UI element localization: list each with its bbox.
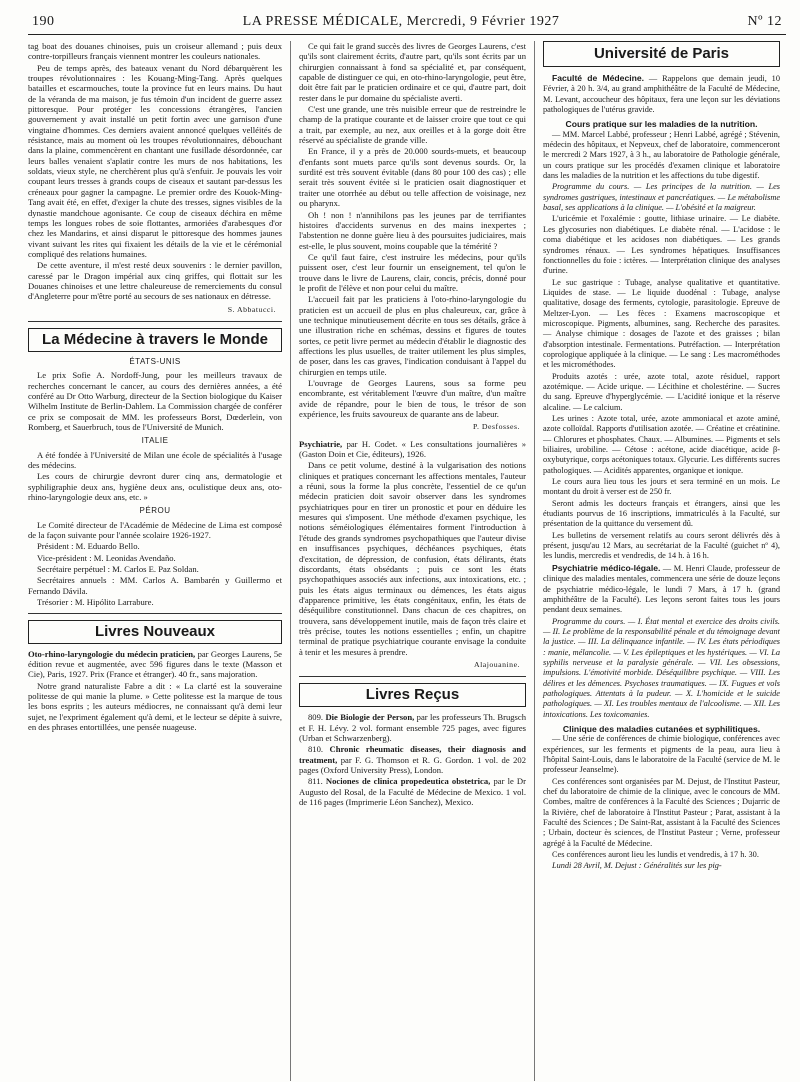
announcement-heading: Psychiatrie médico-légale.	[552, 562, 661, 573]
paragraph: A été fondée à l'Université de Milan une école de spécialités à l'usage des médecins.	[28, 449, 282, 471]
paragraph: tag boat des douanes chinoises, puis un croiseur allemand ; puis deux contre-torpilleurs français viennent montrer les couleurs nationales.	[28, 41, 282, 62]
paragraph: Le prix Sofie A. Nordoff-Jung, pour les meilleurs travaux de recherches concernant le cancer, au cours des dernières années, a été conféré au Dr Otto Warburg, directeur de la Section biologique du Kaiser Wilhelm Institute de Berlin-Dahlem. La Commission chargée de conférer ce prix se composait de MM. les professeurs Borst, Dœderlein, von Romberg, et Sauerbruch, tous de l'Université de Munich.	[28, 370, 282, 432]
book-title: Nociones de clinica propedeutica obstetrica,	[325, 776, 491, 787]
column-middle	[290, 41, 534, 1081]
book-details: par les professeurs Th. Brugsch et F. H. Lévy. 2 vol. formant ensemble 725 pages, avec figures (Urban et Schwarzenberg).	[299, 712, 527, 743]
paragraph: Dans ce petit volume, destiné à la vulgarisation des notions cliniques et pratiques concernant les affections mentales, l'auteur a réuni, sous la forme la plus concrète, l'essentiel de ce qu'un médecin praticien doit savoir observer dans les syndromes psychiatriques pour en tirer un pronostic et pour en déduire les mesures qui s'imposent. Une méthode d'examen psychique, les notions séméiologiques élémentaires forment l'introduction à l'étude des grands syndromes psychopathiques que l'auteur divise en insuffisances psychiques, déchéances psychiques, états d'excitation, de dépression, de confusion, états délirants, états discordants, états obsédants ; puis ce sont les états psychopathiques associés aux infections, aux intoxications, etc. ; puis les états aigus terminaux ou démences, les états aigus d'apparence primitive, les états congénitaux, enfin, les états de déséquilibre constitutionnel. Dans chacun de ces chapitres, on trouvera, sans développement inutile, mais de façon très claire et très précise, toutes les notions essentielles ; enfin, un chapitre terminal de pratique psychiatrique courante envisage la conduite à tenir et les mesures à prendre.	[299, 460, 526, 657]
paragraph: L'uricémie et l'oxalémie : goutte, lithiase urinaire. — Le diabète. Les glycosuries non diabétiques. Le diabète rénal. — L'acidose : le coma diabétique et les acidoses non diabétiques. — Les grands syndromes rénaux. — Les syndromes hépatiques. Insuffisances fonctionnelles du foie : ictères. — Interprétation clinique des analyses d'urine.	[543, 214, 780, 276]
announcement-heading: Cours pratique sur les maladies de la nutrition.	[565, 119, 758, 130]
paragraph: Ce qu'il faut faire, c'est instruire les médecins, pour qu'ils puissent oser, c'est leur fournir un enseignement, tel qu'on le trouve dans le livre de Laurens, clair, concis, précis, donné pour le profit de l'élève et non pour celui du maître.	[299, 251, 526, 293]
paragraph: Le Comité directeur de l'Académie de Médecine de Lima est composé de la façon suivante pour l'année scolaire 1926-1927.	[28, 519, 282, 541]
announcement-text: — M. Henri Claude, professeur de clinique des maladies mentales, commencera une série de douze leçons de psychiatrie médico-légale, le lundi 7 Mars, à 17 h. (grand amphithéâtre de la Faculté). Les leçons seront faites tous les jours pendant deux semaines.	[543, 563, 780, 615]
paragraph: Les bulletins de versement relatifs au cours seront délivrés dès à présent, jusqu'au 12 Mars, au secrétariat de la Faculté (guichet nº 4), les lundis, mercredis et vendredis, de 14 h. à 16 h.	[543, 530, 780, 561]
paragraph: Le cours aura lieu tous les jours et sera terminé en un mois. Le montant du droit à verser est de 250 fr.	[543, 477, 780, 497]
page-number: 190	[32, 14, 55, 29]
officer-line: Vice-président : M. Leonidas Avendaño.	[37, 552, 176, 563]
signature: S. Abbatucci.	[227, 304, 276, 314]
column-left	[28, 41, 290, 1081]
signature: P. Desfosses.	[472, 422, 520, 432]
paragraph: Ces conférences sont organisées par M. Dejust, de l'Institut Pasteur, chef du laboratoire de chimie de la clinique, avec le concours de MM. Combes, maître de conférences à la Faculté des Sciences ; Dujarric de la Rivière, chef de laboratoire à l'Institut Pasteur ; Parat, assistant à la Faculté des Sciences ; De Saint-Rat, assistant à la Faculté des Sciences ; Urbain, docteur ès sciences, de l'Institut Pasteur ; Verne, professeur agrégé à la Faculté de Médecine.	[543, 776, 780, 848]
book-title: Chronic rheumatic diseases, their diagnosis and treatment,	[299, 744, 526, 765]
received-book	[299, 776, 526, 807]
paragraph: — MM. Marcel Labbé, professeur ; Henri Labbé, agrégé ; Stévenin, médecin des hôpitaux, et Nepveux, chef de laboratoire, commenceront le mercredi 2 Mars 1927, à 3 h., au laboratoire de Pathologie générale, un cours pratique sur les procédés d'examen clinique et laboratoire dans les maladies de la nutrition et les affections du tube digestif.	[543, 129, 780, 181]
country-heading: ITALIE	[141, 436, 169, 446]
announcement	[543, 563, 780, 616]
paragraph: Ces conférences auront lieu les lundis et vendredis, à 17 h. 30.	[552, 850, 759, 860]
book-entry	[28, 649, 282, 680]
section-title-medecine-monde: La Médecine à travers le Monde	[28, 328, 282, 352]
section-title-livres-nouveaux: Livres Nouveaux	[28, 620, 282, 644]
paragraph: Les urines : Azote total, urée, azote ammoniacal et azote aminé, azote colloïdal. Rapports d'utilisation azotée. — Créatine et créatinine. — Chlorures et phosphates. Chaux. — Albumines. — Pigments et sels biliaires, urobiline. — Cétose : acétone, acide diacétique, acide β-oxybutyrique, corps acétoniques totaux. Glycurie. Les différents sucres pathologiques. — Acidités apparentes, organique et ionique.	[543, 414, 780, 475]
paragraph: L'ouvrage de Georges Laurens, sous sa forme peu encombrante, est véritablement l'œuvre d'un maître, d'un maître avide de répandre, pour le bien de tous, le trésor de son expérience, les fruits savoureux de quarante ans de labeur.	[299, 378, 526, 420]
book-details: par F. G. Thomson et R. G. Gordon. 1 vol. de 202 pages (Oxford University Press), London.	[299, 754, 526, 775]
announcement-text: — Rappelons que demain jeudi, 10 Février, à 20 h. 3/4, au grand amphithéâtre de la Faculté de Médecine, M. Levant, accoucheur des hôpitaux, fera une leçon sur les déviations pathologiques de l'utérus gravide.	[543, 74, 780, 115]
paragraph: Lundi 28 Avril, M. Dejust : Généralités sur les pig-	[552, 861, 722, 871]
paragraph: — Une série de conférences de chimie biologique, conférences avec expériences, sur les ferments et pigments de la peau, aura lieu à l'hôpital Saint-Louis, dans le laboratoire de la Faculté (service de M. le professeur Jeanselme).	[543, 734, 780, 775]
announcement-heading: Clinique des maladies cutanées et syphilitiques.	[562, 723, 761, 734]
section-title-universite: Université de Paris	[543, 41, 780, 67]
paragraph: Produits azotés : urée, azote total, azote résiduel, rapport azotémique. — Acide urique. — Lécithine et cholestérine. — Sucres du sang. Epreuve d'hyperglycémie. — L'acidité ionique et la réserve alcaline. — Le calcium.	[543, 371, 780, 412]
entry-number: 811.	[308, 776, 323, 787]
column-right	[534, 41, 780, 1081]
paragraph: C'est une grande, une très nuisible erreur que de restreindre le champ de la pratique courante et de laisser croire que tout ce qui a trait, par exemple, au nez, aux oreilles et à la gorge doit être réservé au spécialiste de grande ville.	[299, 104, 526, 146]
book-title: Oto-rhino-laryngologie du médecin praticien,	[28, 648, 196, 659]
issue-number: Nº 12	[747, 14, 782, 29]
divider	[28, 321, 282, 322]
section-title-livres-recus: Livres Reçus	[299, 683, 526, 707]
paragraph: De cette aventure, il m'est resté deux souvenirs : le dernier pavillon, caressé par le Dragon impérial aux cinq griffes, qui flottait sur les Douanes chinoises et une lettre chaleureuse de remerciements du consul d'Angleterre pour m'être porté au secours de ses nationaux en détresse.	[28, 260, 282, 302]
country-heading: PÉROU	[139, 506, 171, 516]
book-details: par H. Codet. « Les consultations journalières » (Gaston Doin et Cie, éditeurs), 1926.	[299, 438, 526, 460]
announcement	[543, 73, 780, 115]
officer-line: Trésorier : M. Hipólito Larrabure.	[37, 597, 154, 608]
book-details: par Georges Laurens, 5e édition revue et augmentée, avec 596 figures dans le texte (Masson et Cie), Paris, 1927. Prix (France et étranger). 40 fr., sans majoration.	[28, 648, 282, 680]
paragraph: Ce qui fait le grand succès des livres de Georges Laurens, c'est qu'ils sont clairement écrits, d'autre part, qu'ils sont écrits par un chirurgien connaissant à fond sa spécialité et, par conséquent, capable de distinguer ce qui, en oto-rhino-laryngologie, peut être, doit être fait par le praticien ordinaire et ce qui, d'autre part, doit rester dans le pur domaine du spécialiste averti.	[299, 41, 526, 103]
officer-line: Secrétaire perpétuel : M. Carlos E. Paz Soldan.	[37, 564, 199, 575]
paragraph: Oh ! non ! n'annihilons pas les jeunes par de terrifiantes histoires d'accidents survenus en des mains inexpertes ; l'abstention ne donne guère lieu à des poursuites judiciaires, mais est-elle, le plus souvent, moins coupable que la témérité ?	[299, 209, 526, 251]
received-book	[299, 744, 526, 775]
announcement-heading: Faculté de Médecine.	[552, 73, 645, 83]
entry-number: 809.	[308, 712, 324, 723]
paragraph: En France, il y a près de 20.000 sourds-muets, et beaucoup d'enfants sont muets parce qu'ils sont devenus sourds. Or, la surdité est très souvent évitable (dans 80 pour 100 des cas) ; elle serait très souvent évitée si le praticien osait diagnostiquer et traiter une otorrhée au début ou telle affection de voisinage, nez ou pharynx.	[299, 146, 526, 209]
paragraph: Programme du cours. — Les principes de la nutrition. — Les syndromes gastriques, intestinaux et pancréatiques. — Le métabolisme basal, ses applications à la clinique. — L'obésité et la maigreur.	[543, 182, 780, 213]
received-book	[299, 712, 526, 743]
book-entry	[299, 439, 526, 460]
country-heading: ÉTATS-UNIS	[129, 356, 181, 366]
paragraph: Peu de temps après, des bateaux venant du Nord débarquèrent les troupes révolutionnaires : les Kouang-Ming-Tang. Après quelques batailles et escarmouches, toute la province fut en leurs mains. Du haut de la véranda de ma maison, je fus témoin d'un incident de guerre assez pittoresque. Pour protéger les concessions étrangères, l'ancien gouvernement y avait installé un petit fortin avec une garnison d'une vingtaine d'hommes. Ces derniers avaient annoncé quelques velléités de résistance, mais au moment où les troupes révolutionnaires, débouchant dans la plaine, commencèrent en chantant une fusillade désordonnée, car leurs balles venaient s'aplatir contre les murs de nos habitations, les soldats, vieux style, ne cherchèrent plus qu'à s'enfuir. Je pouvais les voir coupant leurs tresses à grands coups de ciseaux et sautant par-dessus les créneaux pour gagner la campagne. Le premier ordre des Kouok-Ming-Tang avait été, en effet, d'exiger la chute des tresses, signes visibles de la dynastie mandchoue agonisante. Ce coup de ciseaux déchira en même temps les longues robes de soie flottantes, armoriées d'arabesques d'or chez les Mandarins, et ainsi disparut le pittoresque des hommes jaunes vivant suivant les rites qui fixaient les détails de la vie et le cérémonial compliqué des relations humaines.	[28, 62, 282, 259]
paragraph: Notre grand naturaliste Fabre a dit : « La clarté est la souveraine politesse de qui manie la plume. » Cette politesse est la marque de tous les bons esprits ; les auteurs médiocres, ne connaissant qu'à demi leur sujet, ne l'expriment également qu'à demi, et le lecteur se dépite à suivre, en des phrases entortillées, une pensée nuageuse.	[28, 680, 282, 732]
divider	[299, 676, 526, 677]
paragraph: Le suc gastrique : Tubage, analyse qualitative et quantitative. Liquides de stase. — Le liquide duodénal : Tubage, analyse qualitative, dosage des ferments, cytologie, parasitologie. Epreuve de Meltzer-Lyon. — Les fèces : Examens macroscopique et microscopique. Pigments, albumines, sang. Recherche des parasites. — Analyse chimique : dosages de l'azote et des graisses ; bilan d'absorption intestinale. Fermentations. Putréfaction. — Interprétation coprologique appliquée à la clinique. — Le sang : Les macrométhodes et les microméthodes.	[543, 277, 780, 370]
page-header	[28, 14, 786, 35]
paragraph: Programme du cours. — I. État mental et exercice des droits civils. — II. Le problème de la responsabilité pénale et du témoignage devant la justice. — III. La délinquance infantile. — IV. Les états périodiques : manie, mélancolie. — V. Les épileptiques et les hystériques. — VI. La syphilis nerveuse et la paralysie générale. — VII. Les obsessions, impulsions. L'émotivité morbide. Déséquilibre psychique. — VIII. Les délires et les démences. Psychoses traumatiques. — IX. Fugues et vols pathologiques. Attentats à la pudeur. — X. L'homicide et le suicide pathologiques. — XI. Les troubles mentaux de l'alcoolisme. — XII. Les intoxications. Les toxicomanies.	[543, 616, 780, 719]
paragraph: Les cours de chirurgie devront durer cinq ans, dermatologie et syphiligraphie deux ans, hygiène deux ans, oculistique deux ans, oto-rhino-laryngologie deux ans, etc. »	[28, 471, 282, 503]
signature: Alajouanine.	[473, 659, 520, 669]
divider	[28, 613, 282, 614]
journal-title: LA PRESSE MÉDICALE, Mercredi, 9 Février 1927	[242, 14, 560, 29]
paragraph: L'accueil fait par les praticiens à l'oto-rhino-laryngologie du praticien est un accueil de plus en plus chaleureux, car, grâce à une technique minutieusement décrite en tous ses détails, grâce à une illustration riche en schémas, dessins et figures de toutes sortes, ce petit livre permet au médecin d'établir le diagnostic des affections les plus usuelles, de traiter utilement les plus simples, de poser, dans les cas graves, l'indication conduisant à l'appel du chirurgien en temps utile.	[299, 294, 526, 377]
officer-line: Président : M. Eduardo Bello.	[37, 541, 140, 552]
officer-line: Secrétaires annuels : MM. Carlos A. Bambarén y Guillermo et Fernando Dávila.	[28, 575, 282, 596]
book-title: Psychiatrie,	[299, 438, 343, 449]
entry-number: 810.	[308, 744, 324, 755]
book-details: par le Dr Augusto del Rosal, de la Faculté de Médecine de Mexico. 1 vol. de 116 pages (Imprimerie Léon Sanchez), Mexico.	[299, 776, 526, 808]
book-title: Die Biologie der Person,	[325, 712, 415, 723]
paragraph: Seront admis les docteurs français et étrangers, ainsi que les étudiants pourvus de 16 inscriptions, immatriculés à la Faculté, sur présentation de la quittance du versement dû.	[543, 498, 780, 529]
